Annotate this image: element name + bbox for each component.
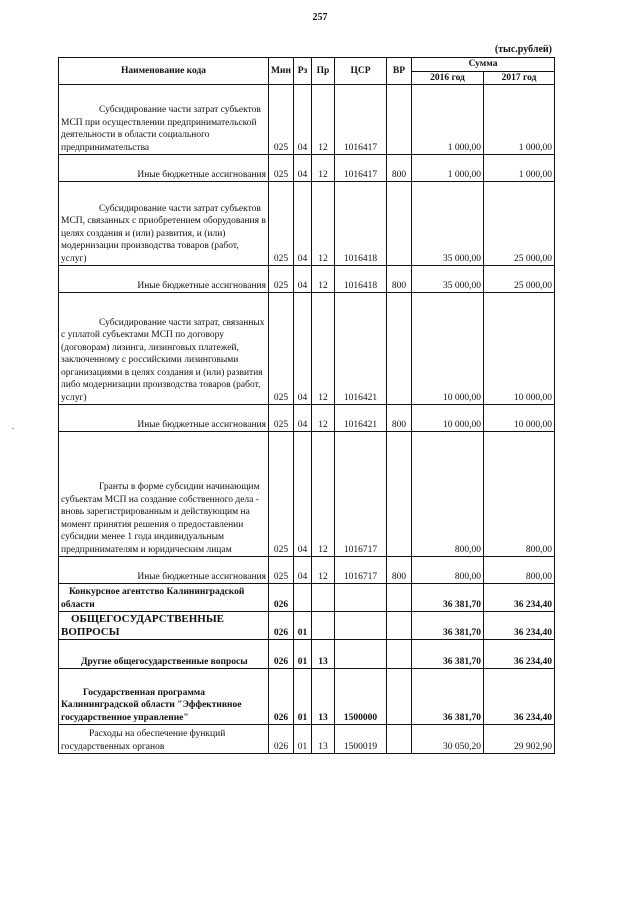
row-name: Гранты в форме субсидии начинающим субъектам МСП на создание собственного дела - вновь зарегистрированным и действующим на момент принятия решения о предоставлении субсидии менее 1 года индивидуальным предпринимателям и юридическим лицам (61, 482, 260, 555)
table-row (59, 557, 555, 584)
cell-pr: 12 (312, 432, 335, 557)
cell-min: 025 (269, 557, 294, 584)
row-name: Иные бюджетные ассигнования (59, 155, 269, 182)
cell-csr: 1016418 (335, 266, 387, 293)
cell-pr: 12 (312, 405, 335, 432)
cell-csr: 1016417 (335, 155, 387, 182)
table-row (59, 293, 555, 405)
cell-pr: 12 (312, 182, 335, 266)
cell-2016: 1 000,00 (412, 85, 484, 155)
cell-rz: 01 (294, 640, 312, 669)
cell-pr: 13 (312, 640, 335, 669)
cell-vr: 800 (387, 155, 412, 182)
cell-rz: 04 (294, 432, 312, 557)
header-2016: 2016 год (412, 71, 484, 85)
cell-vr (387, 669, 412, 725)
cell-2017: 10 000,00 (484, 405, 555, 432)
cell-pr: 13 (312, 725, 335, 754)
cell-pr: 12 (312, 293, 335, 405)
cell-pr: 13 (312, 669, 335, 725)
cell-vr (387, 85, 412, 155)
cell-min: 025 (269, 405, 294, 432)
table-row (59, 182, 555, 266)
cell-vr (387, 612, 412, 640)
cell-csr: 1500000 (335, 669, 387, 725)
cell-2017: 29 902,90 (484, 725, 555, 754)
cell-vr (387, 640, 412, 669)
header-name: Наименование кода (59, 58, 269, 85)
header-min: Мин (269, 58, 294, 85)
row-name: Субсидирование части затрат, связанных с уплатой субъектами МСП по договору (договорам) лизинга, лизинговых платежей, заключенному с российскими лизинговыми организациями в целях создания и (или) развития либо модернизации производства товаров (работ, услуг) (61, 317, 265, 403)
header-csr: ЦСР (335, 58, 387, 85)
cell-2016: 10 000,00 (412, 405, 484, 432)
cell-csr: 1016717 (335, 557, 387, 584)
row-name: Субсидирование части затрат субъектов МСП при осуществлении предпринимательской деятельности в области социального предпринимательства (61, 105, 261, 153)
cell-rz: 04 (294, 405, 312, 432)
header-2017: 2017 год (484, 71, 555, 85)
page-number: 257 (312, 12, 328, 23)
cell-2017: 10 000,00 (484, 293, 555, 405)
cell-2016: 1 000,00 (412, 155, 484, 182)
cell-2017: 36 234,40 (484, 584, 555, 612)
cell-2016: 36 381,70 (412, 669, 484, 725)
row-name: Другие общегосударственные вопросы (81, 656, 248, 667)
cell-rz: 04 (294, 85, 312, 155)
cell-min: 025 (269, 182, 294, 266)
header-sum: Сумма (412, 58, 555, 72)
cell-pr: 12 (312, 155, 335, 182)
cell-pr: 12 (312, 85, 335, 155)
cell-min: 025 (269, 85, 294, 155)
cell-pr (312, 584, 335, 612)
cell-2016: 10 000,00 (412, 293, 484, 405)
cell-2016: 30 050,20 (412, 725, 484, 754)
table-row (59, 85, 555, 155)
cell-rz: 04 (294, 293, 312, 405)
cell-pr (312, 612, 335, 640)
cell-2016: 800,00 (412, 432, 484, 557)
cell-2016: 35 000,00 (412, 266, 484, 293)
cell-min: 026 (269, 669, 294, 725)
cell-csr: 1016421 (335, 293, 387, 405)
cell-min: 026 (269, 640, 294, 669)
table-row (59, 266, 555, 293)
cell-vr: 800 (387, 405, 412, 432)
cell-csr: 1016421 (335, 405, 387, 432)
cell-min: 025 (269, 432, 294, 557)
row-name: Субсидирование части затрат субъектов МСП, связанных с приобретением оборудования в целях создания и (или) развития, и (или) модернизации производства товаров (работ, услуг) (61, 203, 266, 264)
table-row (59, 612, 555, 640)
cell-csr: 1016418 (335, 182, 387, 266)
cell-min: 026 (269, 612, 294, 640)
header-vr: ВР (387, 58, 412, 85)
table-row (59, 725, 555, 754)
cell-min: 026 (269, 725, 294, 754)
cell-csr (335, 640, 387, 669)
cell-2017: 25 000,00 (484, 182, 555, 266)
header-rz: Рз (294, 58, 312, 85)
table-row (59, 405, 555, 432)
cell-vr (387, 432, 412, 557)
table-row (59, 155, 555, 182)
cell-vr (387, 584, 412, 612)
cell-2017: 800,00 (484, 432, 555, 557)
cell-2016: 36 381,70 (412, 640, 484, 669)
cell-csr: 1500019 (335, 725, 387, 754)
cell-2017: 1 000,00 (484, 155, 555, 182)
budget-table (58, 57, 555, 754)
cell-csr: 1016417 (335, 85, 387, 155)
cell-2017: 1 000,00 (484, 85, 555, 155)
cell-rz: 04 (294, 557, 312, 584)
cell-rz: 04 (294, 182, 312, 266)
cell-vr (387, 182, 412, 266)
row-name: Иные бюджетные ассигнования (59, 557, 269, 584)
row-name: Иные бюджетные ассигнования (59, 405, 269, 432)
cell-vr: 800 (387, 266, 412, 293)
header-pr: Пр (312, 58, 335, 85)
table-row (59, 640, 555, 669)
cell-2016: 35 000,00 (412, 182, 484, 266)
cell-2017: 800,00 (484, 557, 555, 584)
cell-2016: 36 381,70 (412, 584, 484, 612)
cell-vr (387, 293, 412, 405)
cell-rz: 01 (294, 612, 312, 640)
units-label: (тыс.рублей) (494, 44, 552, 55)
table-row (59, 669, 555, 725)
row-name: Государственная программа Калининградской области "Эффективное государственное управление" (61, 687, 242, 723)
cell-rz (294, 584, 312, 612)
cell-2017: 36 234,40 (484, 612, 555, 640)
cell-2016: 36 381,70 (412, 612, 484, 640)
cell-2017: 36 234,40 (484, 640, 555, 669)
cell-min: 025 (269, 293, 294, 405)
cell-min: 025 (269, 266, 294, 293)
row-name: Расходы на обеспечение функций государственных органов (61, 729, 226, 752)
cell-rz: 04 (294, 266, 312, 293)
cell-2016: 800,00 (412, 557, 484, 584)
row-name: Иные бюджетные ассигнования (59, 266, 269, 293)
cell-rz: 01 (294, 669, 312, 725)
row-name: ОБЩЕГОСУДАРСТВЕННЫЕ ВОПРОСЫ (61, 613, 224, 638)
cell-2017: 36 234,40 (484, 669, 555, 725)
cell-min: 025 (269, 155, 294, 182)
cell-vr (387, 725, 412, 754)
cell-vr: 800 (387, 557, 412, 584)
scan-mark (12, 428, 14, 429)
cell-csr (335, 612, 387, 640)
table-row (59, 584, 555, 612)
table-row (59, 432, 555, 557)
cell-csr: 1016717 (335, 432, 387, 557)
cell-rz: 04 (294, 155, 312, 182)
cell-csr (335, 584, 387, 612)
cell-pr: 12 (312, 557, 335, 584)
cell-rz: 01 (294, 725, 312, 754)
row-name: Конкурсное агентство Калининградской области (61, 587, 245, 610)
cell-pr: 12 (312, 266, 335, 293)
cell-2017: 25 000,00 (484, 266, 555, 293)
cell-min: 026 (269, 584, 294, 612)
